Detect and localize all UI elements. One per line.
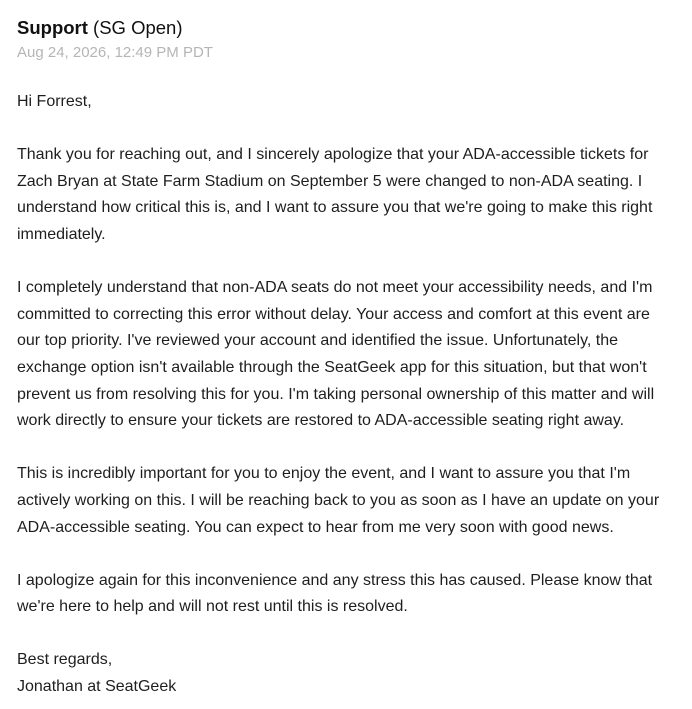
- sender-name[interactable]: Support: [17, 17, 88, 38]
- message-timestamp: Aug 24, 2026, 12:49 PM PDT: [17, 44, 213, 61]
- message-header: [17, 17, 674, 39]
- sender-tag: (SG Open): [93, 17, 183, 38]
- body-paragraph: This is incredibly important for you to enjoy the event, and I want to assure you that I'm actively working on this. I will be reaching back to you as soon as I have an update on your ADA-accessible seating. You can expect to hear from me very soon with good news.: [17, 465, 660, 536]
- body-paragraph: Thank you for reaching out, and I sincerely apologize that your ADA-accessible tickets for Zach Bryan at State Farm Stadium on September 5 were changed to non-ADA seating. I understand how critical this is, and I want to assure you that we're going to make this right immediately.: [17, 146, 653, 243]
- message-body: [17, 89, 674, 701]
- closing: Best regards,: [17, 651, 113, 669]
- greeting: Hi Forrest,: [17, 93, 92, 110]
- body-paragraph: I completely understand that non-ADA seats do not meet your accessibility needs, and I'm committed to correcting this error without delay. Your access and comfort at this event are our top priority. I've reviewed your account and identified the issue. Unfortunately, the exchange option isn't available through the SeatGeek app for this situation, but that won't prevent us from resolving this for you. I'm taking personal ownership of this matter and will work directly to ensure your tickets are restored to ADA-accessible seating right away.: [17, 279, 655, 430]
- body-paragraph: I apologize again for this inconvenience and any stress this has caused. Please know that we're here to help and will not rest until this is resolved.: [17, 571, 653, 616]
- signature: Jonathan at SeatGeek: [17, 678, 177, 696]
